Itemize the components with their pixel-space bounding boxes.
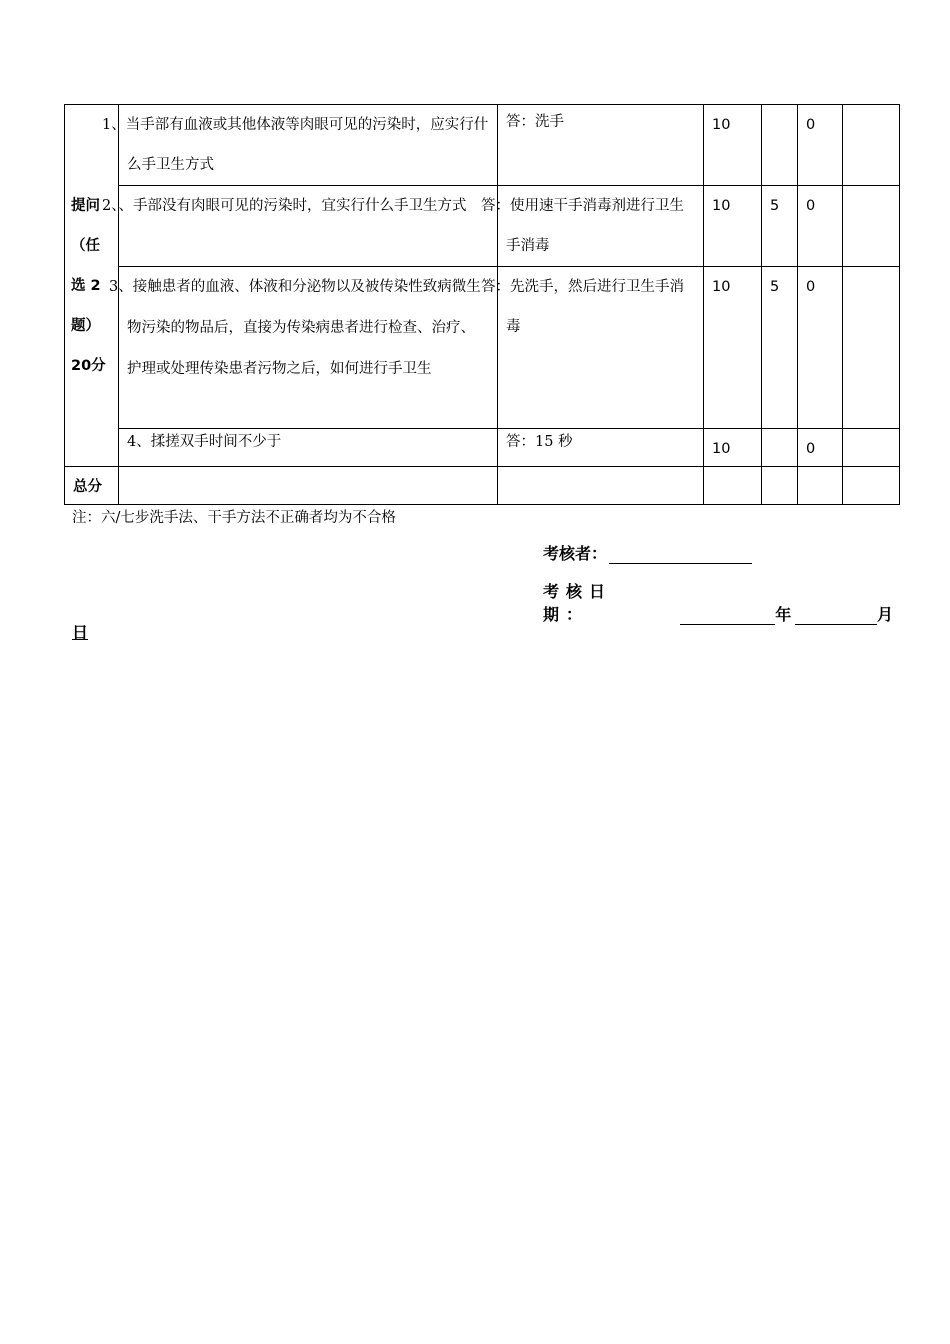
score-zero-cell: 0 <box>798 105 843 186</box>
score-got-cell <box>843 105 900 186</box>
total-cell <box>498 467 704 505</box>
table-row <box>65 267 900 429</box>
year-blank[interactable] <box>680 606 776 625</box>
total-cell <box>119 467 498 505</box>
score-partial-cell <box>762 429 798 467</box>
answer-cell: 答：先洗手，然后进行卫生手消毒 <box>498 267 704 429</box>
question-cell: 4、揉搓双手时间不少于 <box>119 429 498 467</box>
score-zero-cell: 0 <box>798 186 843 267</box>
year-label: 年 <box>775 605 792 624</box>
total-label: 总分 <box>65 467 119 505</box>
month-label: 月 <box>876 605 893 624</box>
category-line: 题） <box>71 317 100 334</box>
score-zero-cell: 0 <box>798 267 843 429</box>
question-cell: 3、接触患者的血液、体液和分泌物以及被传染性致病微生物污染的物品后，直接为传染病患者进行检查、治疗、护理或处理传染患者污物之后，如何进行手卫生 <box>119 267 498 429</box>
table-row <box>65 186 900 267</box>
question-cell: 2、、手部没有肉眼可见的污染时，宜实行什么手卫生方式 <box>119 186 498 267</box>
table-row <box>65 105 900 186</box>
score-got-cell <box>843 186 900 267</box>
month-blank[interactable] <box>795 606 877 625</box>
day-label: 日 <box>72 623 89 642</box>
exam-date-label: 考核日期： <box>543 582 613 624</box>
examiner-blank[interactable] <box>609 545 752 564</box>
table-row-total <box>65 467 900 505</box>
footnote: 注：六/七步洗手法、干手方法不正确者均为不合格 <box>72 510 396 526</box>
total-cell <box>843 467 900 505</box>
score-zero-cell: 0 <box>798 429 843 467</box>
score-got-cell <box>843 267 900 429</box>
answer-cell: 答：15 秒 <box>498 429 704 467</box>
category-line: 20分 <box>71 357 106 374</box>
table-row <box>65 429 900 467</box>
category-line: （任 <box>71 237 100 254</box>
score-table <box>64 104 900 505</box>
score-full-cell: 10 <box>704 105 762 186</box>
examiner-label: 考核者： <box>543 544 608 563</box>
score-full-cell: 10 <box>704 267 762 429</box>
total-cell <box>704 467 762 505</box>
total-cell <box>762 467 798 505</box>
score-got-cell <box>843 429 900 467</box>
score-partial-cell: 5 <box>762 267 798 429</box>
score-full-cell: 10 <box>704 429 762 467</box>
score-partial-cell <box>762 105 798 186</box>
score-partial-cell: 5 <box>762 186 798 267</box>
answer-cell: 答：使用速干手消毒剂进行卫生手消毒 <box>498 186 704 267</box>
question-cell: 1、当手部有血液或其他体液等肉眼可见的污染时，应实行什么手卫生方式 <box>119 105 498 186</box>
total-cell <box>798 467 843 505</box>
score-full-cell: 10 <box>704 186 762 267</box>
exam-date-field <box>543 579 893 625</box>
examiner-field <box>543 541 752 564</box>
category-line: 提问 <box>71 197 100 214</box>
answer-cell: 答：洗手 <box>498 105 704 186</box>
category-line: 选 2 <box>71 277 101 294</box>
